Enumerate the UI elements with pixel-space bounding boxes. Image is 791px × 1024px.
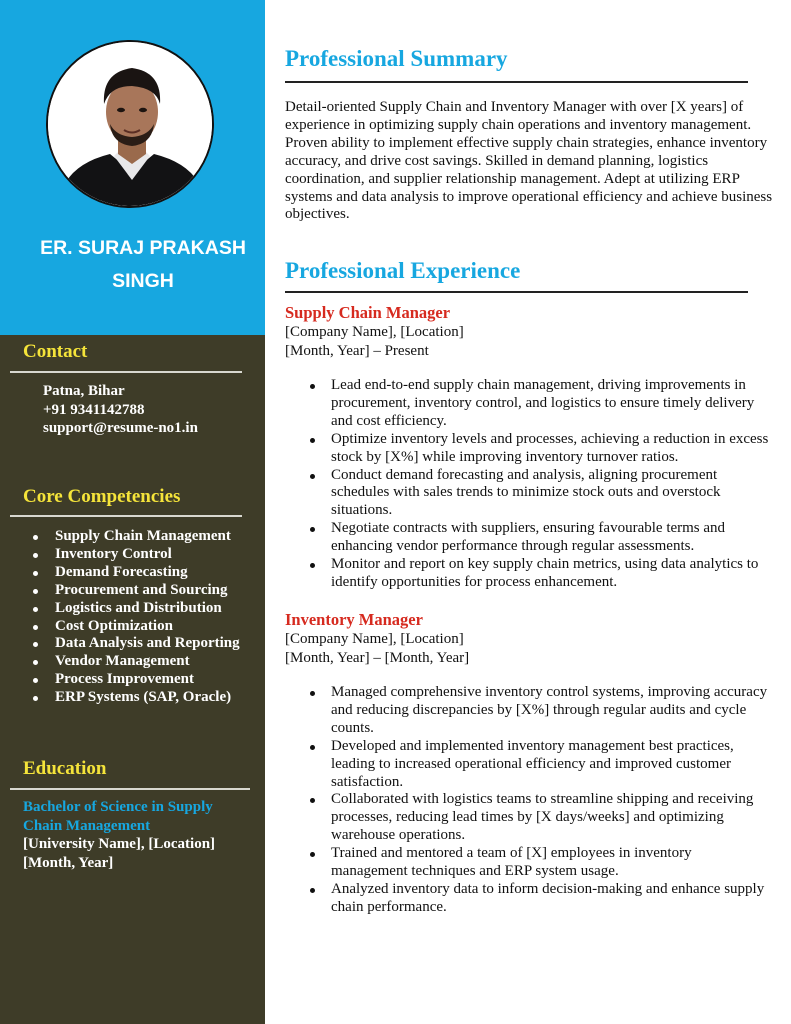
competency-item: Cost Optimization: [30, 618, 240, 636]
job-company: [Company Name], [Location]: [285, 324, 464, 340]
job-bullet: Optimize inventory levels and processes, achieving a reduction in excess stock by [X%] while improving inventory turnover ratios.: [305, 431, 770, 467]
competency-item: Inventory Control: [30, 546, 240, 564]
contact-phone: +91 9341142788: [43, 401, 145, 418]
job-bullet: Developed and implemented inventory management best practices, leading to increased operational efficiency and improved customer satisfaction.: [305, 738, 770, 792]
job-bullet: Trained and mentored a team of [X] employees in inventory management techniques and ERP system usage.: [305, 845, 770, 881]
contact-details: [43, 382, 198, 438]
candidate-name-line2: SINGH: [112, 270, 174, 292]
competencies-list: [30, 528, 240, 707]
competency-item: Process Improvement: [30, 671, 240, 689]
competency-item: Procurement and Sourcing: [30, 582, 240, 600]
job-dates: [Month, Year] – [Month, Year]: [285, 649, 470, 666]
experience-divider: [285, 291, 748, 293]
contact-location: Patna, Bihar: [43, 383, 125, 399]
candidate-name-line1: ER. SURAJ PRAKASH: [40, 237, 246, 259]
contact-heading: Contact: [23, 341, 88, 362]
competency-item: Logistics and Distribution: [30, 600, 240, 618]
competency-item: ERP Systems (SAP, Oracle): [30, 689, 240, 707]
competencies-heading: Core Competencies: [23, 486, 181, 507]
education-entry: [23, 798, 243, 872]
competency-item: Data Analysis and Reporting: [30, 635, 240, 653]
contact-divider: [10, 371, 242, 373]
job-bullet: Collaborated with logistics teams to streamline shipping and receiving processes, reducing lead times by [X days/weeks] and optimizing warehouse operations.: [305, 791, 770, 845]
competency-item: Supply Chain Management: [30, 528, 240, 546]
job-meta: [285, 323, 464, 360]
job-title: Inventory Manager: [285, 610, 423, 629]
job-title: Supply Chain Manager: [285, 303, 451, 322]
job-bullet: Monitor and report on key supply chain metrics, using data analytics to identify opportunities for process enhancement.: [305, 556, 770, 592]
job-bullet: Lead end-to-end supply chain management, driving improvements in procurement, inventory control, and logistics to ensure timely delivery and cost efficiency.: [305, 377, 770, 431]
summary-heading: Professional Summary: [285, 46, 508, 71]
job-meta: [285, 630, 469, 667]
job-bullet: Analyzed inventory data to inform decision-making and enhance supply chain performance.: [305, 881, 770, 917]
competencies-divider: [10, 515, 242, 517]
job-bullets: [305, 684, 770, 917]
competency-item: Demand Forecasting: [30, 564, 240, 582]
experience-heading: Professional Experience: [285, 258, 521, 283]
education-date: [Month, Year]: [23, 854, 114, 871]
job-bullet: Negotiate contracts with suppliers, ensuring favourable terms and enhancing vendor performance through regular assessments.: [305, 520, 770, 556]
profile-photo-image: [48, 42, 214, 208]
job-company: [Company Name], [Location]: [285, 631, 464, 647]
contact-email: support@resume-no1.in: [43, 420, 198, 436]
education-divider: [10, 788, 250, 790]
summary-text: Detail-oriented Supply Chain and Inventory Manager with over [X years] of experience in optimizing supply chain operations and inventory management. Proven ability to implement effective supply chain strategies, enhance inventory accuracy, and drive cost savings. Skilled in demand planning, logistics coordination, and supplier relationship management. Adept at utilizing ERP systems and data analysis to improve operational efficiency and achieve business objectives.: [285, 99, 773, 223]
job-bullet: Managed comprehensive inventory control systems, improving accuracy and reducing discrepancies by [X%] through regular audits and cycle counts.: [305, 684, 770, 738]
job-bullet: Conduct demand forecasting and analysis, aligning procurement schedules with sales trends to minimize stock outs and overstock situations.: [305, 467, 770, 521]
summary-divider: [285, 81, 748, 83]
candidate-name: [18, 232, 268, 298]
profile-photo: [46, 40, 214, 208]
job-dates: [Month, Year] – Present: [285, 342, 429, 359]
education-university: [University Name], [Location]: [23, 836, 216, 852]
education-heading: Education: [23, 758, 107, 779]
competency-item: Vendor Management: [30, 653, 240, 671]
education-degree: Bachelor of Science in Supply Chain Management: [23, 799, 213, 834]
job-bullets: [305, 377, 770, 592]
